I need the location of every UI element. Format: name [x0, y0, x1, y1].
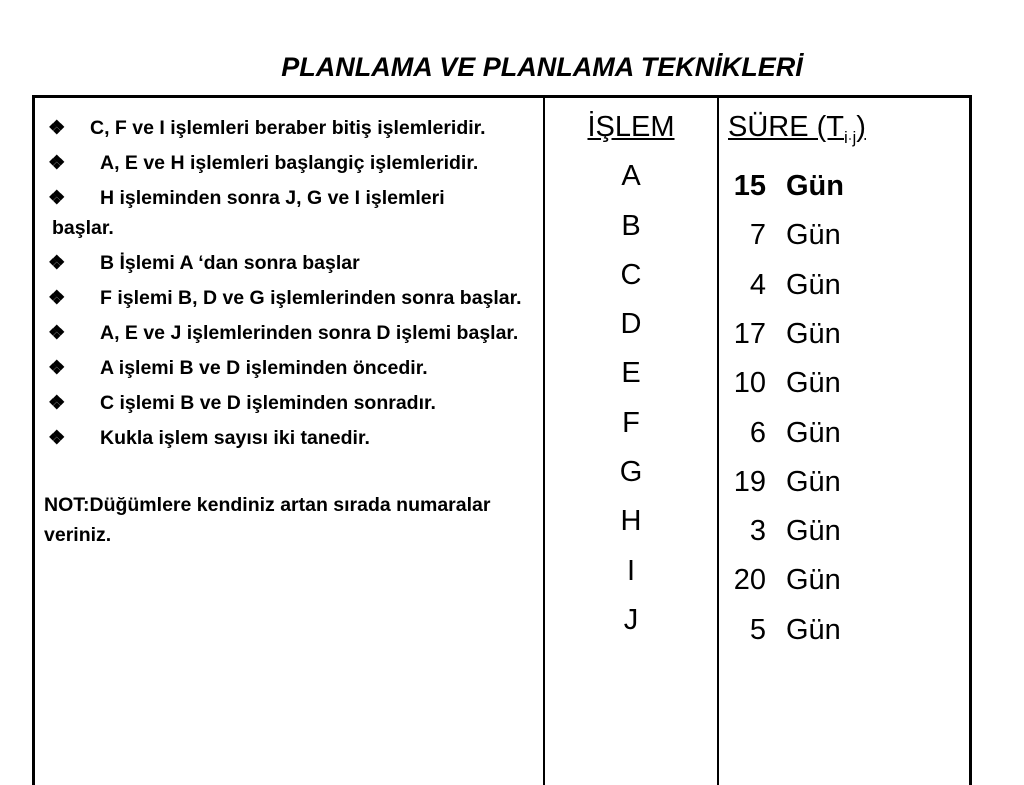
duration-column	[728, 103, 968, 655]
duration-cell	[728, 162, 968, 211]
duration-unit: Gün	[786, 268, 841, 301]
diamond-bullet-icon: ❖	[48, 427, 66, 449]
duration-header-subscript: i j	[844, 127, 857, 147]
duration-unit: Gün	[786, 465, 841, 498]
duration-cell	[728, 310, 968, 359]
duration-cell	[728, 409, 968, 458]
diamond-bullet-icon: ❖	[48, 117, 66, 139]
note-text: B İşlemi A ‘dan sonra başlar	[100, 252, 360, 274]
note-item	[44, 248, 534, 278]
duration-value: 15	[733, 170, 766, 203]
duration-cell	[728, 556, 968, 605]
activity-cell: F	[622, 406, 640, 439]
duration-unit: Gün	[786, 219, 841, 252]
note-text: C işlemi B ve D işleminden sonradır.	[100, 392, 436, 414]
duration-cell	[728, 606, 968, 655]
page-title: PLANLAMA VE PLANLAMA TEKNİKLERİ	[281, 52, 803, 82]
spacer	[44, 458, 534, 490]
duration-unit: Gün	[786, 515, 841, 548]
diamond-bullet-icon: ❖	[48, 152, 66, 174]
duration-cell	[728, 507, 968, 556]
diamond-bullet-icon: ❖	[48, 392, 66, 414]
column-divider-right	[717, 95, 719, 785]
duration-cell	[728, 458, 968, 507]
activity-cell: C	[620, 258, 642, 291]
duration-unit: Gün	[786, 613, 841, 646]
note-item	[44, 283, 534, 313]
activity-cell: A	[621, 160, 641, 193]
notes-column	[44, 113, 534, 555]
duration-value: 7	[749, 219, 766, 252]
diamond-bullet-icon: ❖	[48, 322, 66, 344]
duration-cell	[728, 211, 968, 260]
duration-cell	[728, 359, 968, 408]
duration-value: 5	[749, 613, 766, 646]
note-item	[44, 148, 534, 178]
activity-cell: G	[619, 456, 643, 489]
activity-cell: H	[620, 505, 642, 538]
duration-value: 3	[749, 515, 766, 548]
duration-unit: Gün	[786, 416, 841, 449]
note-item	[44, 423, 534, 453]
diamond-bullet-icon: ❖	[48, 187, 66, 209]
activity-header: İŞLEM	[587, 111, 675, 143]
note-text: C, F ve I işlemleri beraber bitiş işlemleridir.	[90, 117, 486, 139]
note-text: A işlemi B ve D işleminden öncedir.	[100, 357, 428, 379]
duration-header	[728, 103, 968, 162]
note-text: A, E ve H işlemleri başlangiç işlemleridir.	[100, 152, 479, 174]
activity-cell: E	[621, 357, 641, 390]
diamond-bullet-icon: ❖	[48, 287, 66, 309]
diamond-bullet-icon: ❖	[48, 357, 66, 379]
duration-unit: Gün	[786, 564, 841, 597]
duration-unit: Gün	[786, 367, 841, 400]
duration-header-close: )	[856, 111, 866, 143]
note-text: Kukla işlem sayısı iki tanedir.	[100, 427, 370, 449]
note-item	[44, 183, 534, 213]
activity-column	[545, 103, 717, 645]
note-text: başlar.	[52, 217, 114, 239]
note-item	[44, 113, 534, 143]
note-item	[44, 353, 534, 383]
duration-value: 20	[733, 564, 766, 597]
duration-value: 17	[733, 317, 766, 350]
duration-header-label: SÜRE (T	[728, 111, 844, 143]
activity-cell: D	[620, 308, 642, 341]
activity-cell: B	[621, 209, 641, 242]
duration-value: 10	[733, 367, 766, 400]
note-item	[44, 213, 534, 243]
footnote: NOT:Düğümlere kendiniz artan sırada numaralar veriniz.	[44, 494, 491, 546]
note-item	[44, 318, 534, 348]
note-item	[44, 388, 534, 418]
duration-unit: Gün	[786, 317, 841, 350]
note-text: A, E ve J işlemlerinden sonra D işlemi başlar.	[100, 322, 519, 344]
note-text: F işlemi B, D ve G işlemlerinden sonra başlar.	[100, 287, 522, 309]
duration-value: 19	[733, 465, 766, 498]
duration-value: 6	[749, 416, 766, 449]
note-text: H işleminden sonra J, G ve I işlemleri	[100, 187, 445, 209]
duration-cell	[728, 261, 968, 310]
duration-unit: Gün	[786, 170, 844, 203]
activity-cell: J	[623, 603, 639, 636]
diamond-bullet-icon: ❖	[48, 252, 66, 274]
duration-value: 4	[749, 268, 766, 301]
activity-cell: I	[626, 554, 636, 587]
